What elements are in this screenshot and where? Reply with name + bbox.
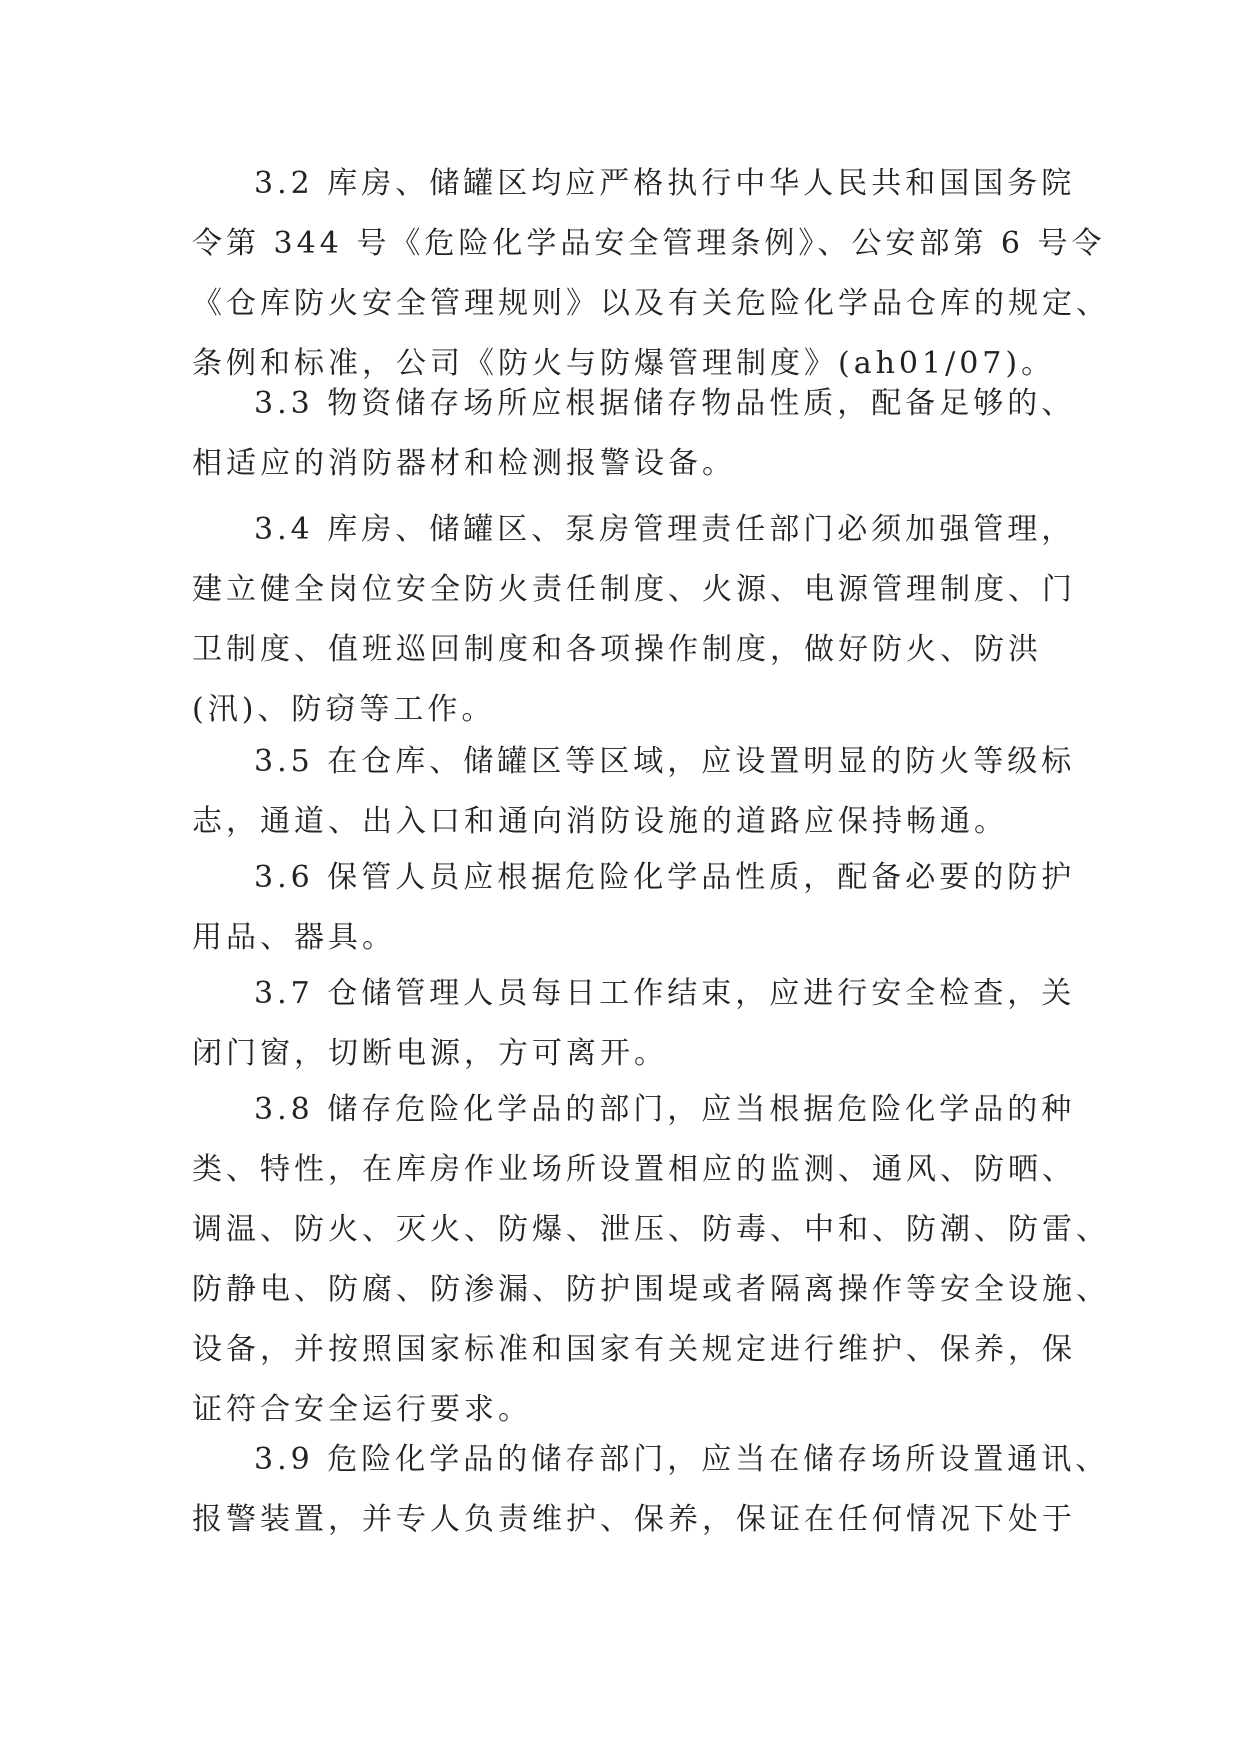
text-line: 3.6 保管人员应根据危险化学品性质，配备必要的防护 xyxy=(254,860,1076,895)
text-line: 建立健全岗位安全防火责任制度、火源、电源管理制度、门 xyxy=(192,572,1076,607)
text-line: 3.4 库房、储罐区、泵房管理责任部门必须加强管理， xyxy=(254,512,1076,547)
paragraph-3-3 xyxy=(192,374,1092,494)
text-line: 3.2 库房、储罐区均应严格执行中华人民共和国国务院 xyxy=(254,166,1076,201)
text-line: 志，通道、出入口和通向消防设施的道路应保持畅通。 xyxy=(192,804,1008,839)
text-line: 闭门窗，切断电源，方可离开。 xyxy=(192,1036,668,1071)
text-line: 调温、防火、灭火、防爆、泄压、防毒、中和、防潮、防雷、 xyxy=(192,1212,1110,1247)
paragraph-3-5 xyxy=(192,732,1092,852)
paragraph-3-2 xyxy=(192,154,1110,394)
text-line: 用品、器具。 xyxy=(192,920,396,955)
text-line: 报警装置，并专人负责维护、保养，保证在任何情况下处于 xyxy=(192,1502,1076,1537)
text-line: 证符合安全运行要求。 xyxy=(192,1392,532,1427)
text-line: 卫制度、值班巡回制度和各项操作制度，做好防火、防洪 xyxy=(192,632,1042,667)
text-line: (汛)、防窃等工作。 xyxy=(192,692,496,727)
text-line: 防静电、防腐、防渗漏、防护围堤或者隔离操作等安全设施、 xyxy=(192,1272,1110,1307)
text-line: 《仓库防火安全管理规则》以及有关危险化学品仓库的规定、 xyxy=(192,286,1110,321)
paragraph-3-8 xyxy=(192,1080,1110,1440)
text-line: 设备，并按照国家标准和国家有关规定进行维护、保养，保 xyxy=(192,1332,1076,1367)
text-line: 3.3 物资储存场所应根据储存物品性质，配备足够的、 xyxy=(254,386,1076,421)
paragraph-3-6 xyxy=(192,848,1092,968)
text-line: 3.8 储存危险化学品的部门，应当根据危险化学品的种 xyxy=(254,1092,1076,1127)
text-line: 3.5 在仓库、储罐区等区域，应设置明显的防火等级标 xyxy=(254,744,1076,779)
text-line: 条例和标准，公司《防火与防爆管理制度》(ah01/07)。 xyxy=(192,346,1056,381)
paragraph-3-4 xyxy=(192,500,1092,740)
paragraph-3-9 xyxy=(192,1430,1110,1550)
text-line: 3.9 危险化学品的储存部门，应当在储存场所设置通讯、 xyxy=(254,1442,1110,1477)
text-line: 令第 344 号《危险化学品安全管理条例》、公安部第 6 号令 xyxy=(192,226,1106,261)
paragraph-3-7 xyxy=(192,964,1092,1084)
text-line: 类、特性，在库房作业场所设置相应的监测、通风、防晒、 xyxy=(192,1152,1076,1187)
text-line: 3.7 仓储管理人员每日工作结束，应进行安全检查，关 xyxy=(254,976,1076,1011)
text-line: 相适应的消防器材和检测报警设备。 xyxy=(192,446,736,481)
